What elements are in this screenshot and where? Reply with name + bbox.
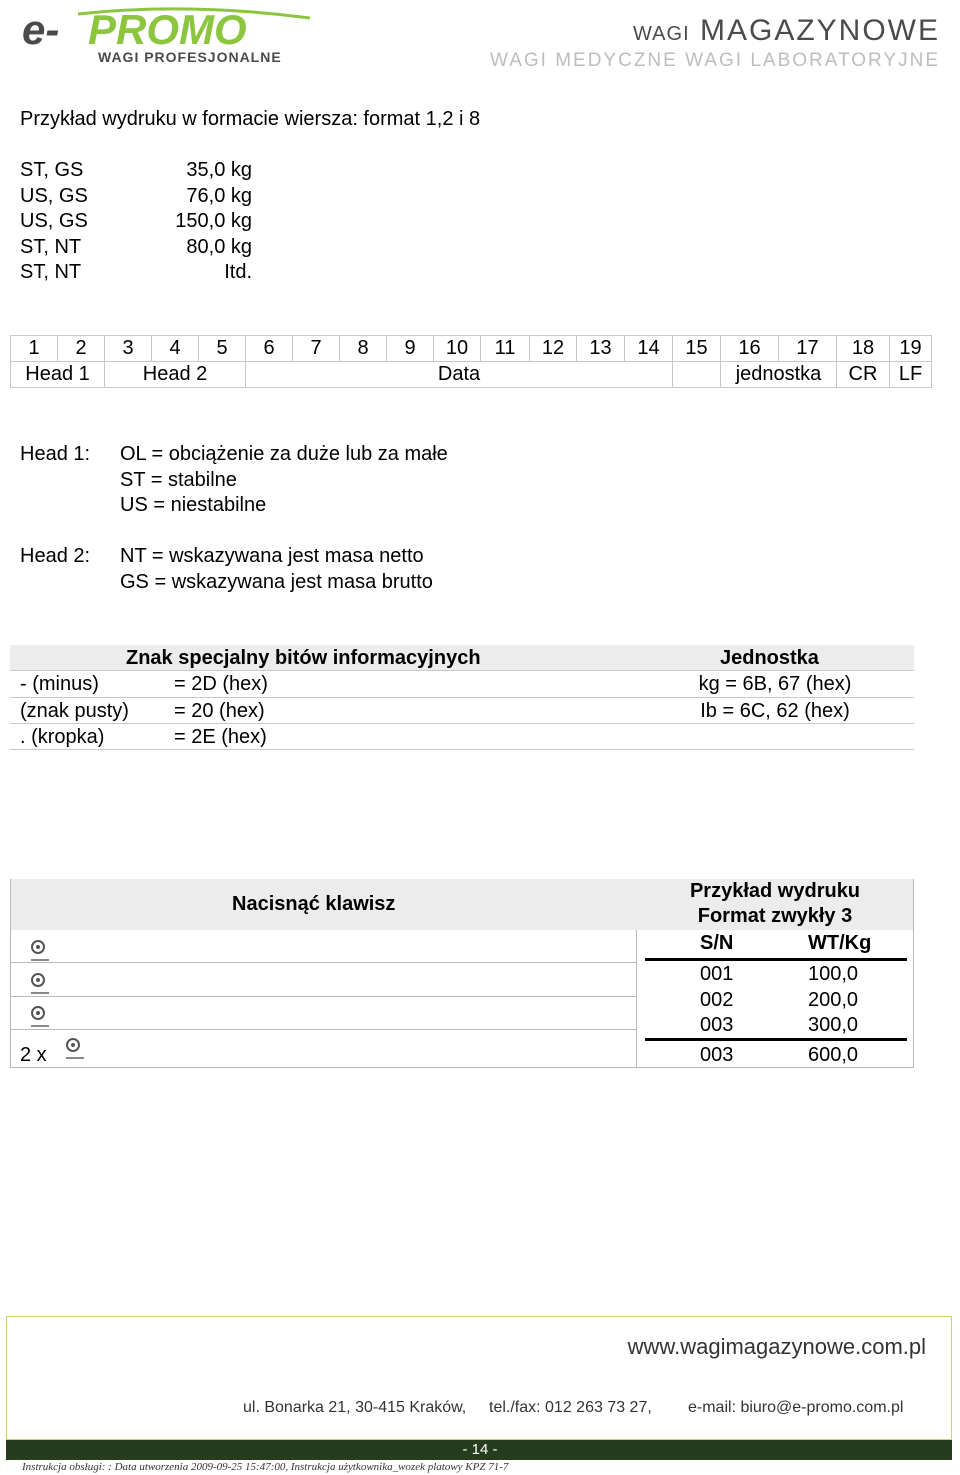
byte-number-cell: 7 xyxy=(293,336,340,362)
example-heading: Przykład wydruku w formacie wiersza: format 1,2 i 8 xyxy=(20,108,481,130)
byte-number-cell: 6 xyxy=(246,336,293,362)
byte-field-row xyxy=(11,362,932,388)
tag-small: WAGI xyxy=(633,23,690,45)
head1-item: OL = obciążenie za duże lub za małe xyxy=(120,443,448,465)
info-header-left: Znak specjalny bitów informacyjnych xyxy=(126,647,481,669)
byte-number-cell: 9 xyxy=(387,336,434,362)
head1-label: Head 1: xyxy=(20,443,91,465)
example-row-value: 35,0 kg xyxy=(186,159,252,181)
byte-number-cell: 11 xyxy=(481,336,530,362)
head2-item: GS = wskazywana jest masa brutto xyxy=(120,570,433,593)
head1-item: US = niestabilne xyxy=(120,494,267,516)
head2-item: NT = wskazywana jest masa netto xyxy=(120,545,424,567)
multiplier-label: 2 x xyxy=(20,1044,47,1066)
key-press-icon-4 xyxy=(66,1038,80,1052)
footer-email[interactable]: e-mail: biuro@e-promo.com.pl xyxy=(688,1399,904,1416)
example-row-label: US, GS xyxy=(20,210,88,232)
logo-sub: WAGI PROFESJONALNE xyxy=(98,49,282,65)
example-row-value: 80,0 kg xyxy=(186,235,252,258)
footer-phone: tel./fax: 012 263 73 27, xyxy=(489,1399,652,1416)
field-head1: Head 1 xyxy=(11,362,105,388)
key-row-sn: 001 xyxy=(700,963,734,985)
logo-e: e- xyxy=(22,6,60,53)
byte-number-row xyxy=(11,336,932,362)
field-cr: CR xyxy=(837,362,890,388)
byte-number-cell: 15 xyxy=(673,336,721,362)
example-row-value: 76,0 kg xyxy=(186,184,252,207)
header-tagline xyxy=(490,14,940,72)
sn-header: S/N xyxy=(700,932,734,954)
footer-address: ul. Bonarka 21, 30-415 Kraków, xyxy=(243,1399,467,1416)
field-head2: Head 2 xyxy=(105,362,246,388)
info-header-right: Jednostka xyxy=(720,647,819,669)
info-code: = 20 (hex) xyxy=(174,699,265,722)
example-row-label: ST, NT xyxy=(20,235,82,258)
key-press-icon-3 xyxy=(31,1006,45,1020)
byte-number-cell: 13 xyxy=(577,336,625,362)
head1-item: ST = stabilne xyxy=(120,468,237,491)
byte-number-cell: 5 xyxy=(199,336,246,362)
head2-label: Head 2: xyxy=(20,545,91,567)
example-row-label: ST, NT xyxy=(20,261,82,283)
tag-line2: WAGI MEDYCZNE WAGI LABORATORYJNE xyxy=(489,50,940,71)
footer-website[interactable]: www.wagimagazynowe.com.pl xyxy=(627,1334,926,1359)
page-number: - 14 - xyxy=(462,1441,498,1458)
total-sn: 003 xyxy=(700,1044,734,1066)
example-row-label: US, GS xyxy=(20,184,88,207)
field-lf: LF xyxy=(890,362,932,388)
byte-number-cell: 1 xyxy=(11,336,58,362)
byte-number-cell: 19 xyxy=(890,336,932,362)
footer-note: Instrukcja obsługi: : Data utworzenia 2009-09-25 15:47:00, Instrukcja użytkownika_wozek platowy KPZ 71-7 xyxy=(22,1461,509,1473)
field-data: Data xyxy=(246,362,673,388)
key-col-left: Nacisnąć klawisz xyxy=(232,893,396,915)
example-row-value: 150,0 kg xyxy=(175,210,252,232)
key-press-icon-2 xyxy=(31,973,45,987)
byte-number-cell: 2 xyxy=(58,336,105,362)
key-col-right-2: Format zwykły 3 xyxy=(697,905,853,927)
wt-header: WT/Kg xyxy=(808,932,872,954)
key-press-icon-1 xyxy=(31,940,45,954)
byte-number-cell: 12 xyxy=(530,336,577,362)
key-row-sn: 002 xyxy=(700,988,734,1011)
company-logo xyxy=(18,6,318,66)
key-row-wt: 200,0 xyxy=(808,988,859,1011)
byte-number-cell: 14 xyxy=(625,336,673,362)
total-wt: 600,0 xyxy=(808,1044,859,1066)
info-symbol: (znak pusty) xyxy=(20,699,129,722)
key-row-wt: 300,0 xyxy=(808,1014,859,1036)
info-symbol: . (kropka) xyxy=(20,726,105,748)
example-row-value: Itd. xyxy=(224,261,252,283)
info-unit: Ib = 6C, 62 (hex) xyxy=(700,699,850,722)
byte-number-cell: 18 xyxy=(837,336,890,362)
logo-promo: PROMO xyxy=(88,6,247,53)
field-unit: jednostka xyxy=(721,362,837,388)
tag-big: MAGAZYNOWE xyxy=(699,14,940,47)
byte-format-table xyxy=(10,335,932,388)
info-symbol: - (minus) xyxy=(20,673,99,695)
info-code: = 2E (hex) xyxy=(174,726,267,748)
key-col-right-1: Przykład wydruku xyxy=(689,880,861,902)
info-unit: kg = 6B, 67 (hex) xyxy=(698,673,852,695)
info-code: = 2D (hex) xyxy=(174,673,268,695)
byte-number-cell: 10 xyxy=(434,336,481,362)
key-row-sn: 003 xyxy=(700,1014,734,1036)
byte-number-cell: 3 xyxy=(105,336,152,362)
byte-number-cell: 16 xyxy=(721,336,779,362)
byte-number-cell: 17 xyxy=(779,336,837,362)
byte-number-cell: 8 xyxy=(340,336,387,362)
key-row-wt: 100,0 xyxy=(808,963,859,985)
example-row-label: ST, GS xyxy=(20,159,84,181)
byte-number-cell: 4 xyxy=(152,336,199,362)
